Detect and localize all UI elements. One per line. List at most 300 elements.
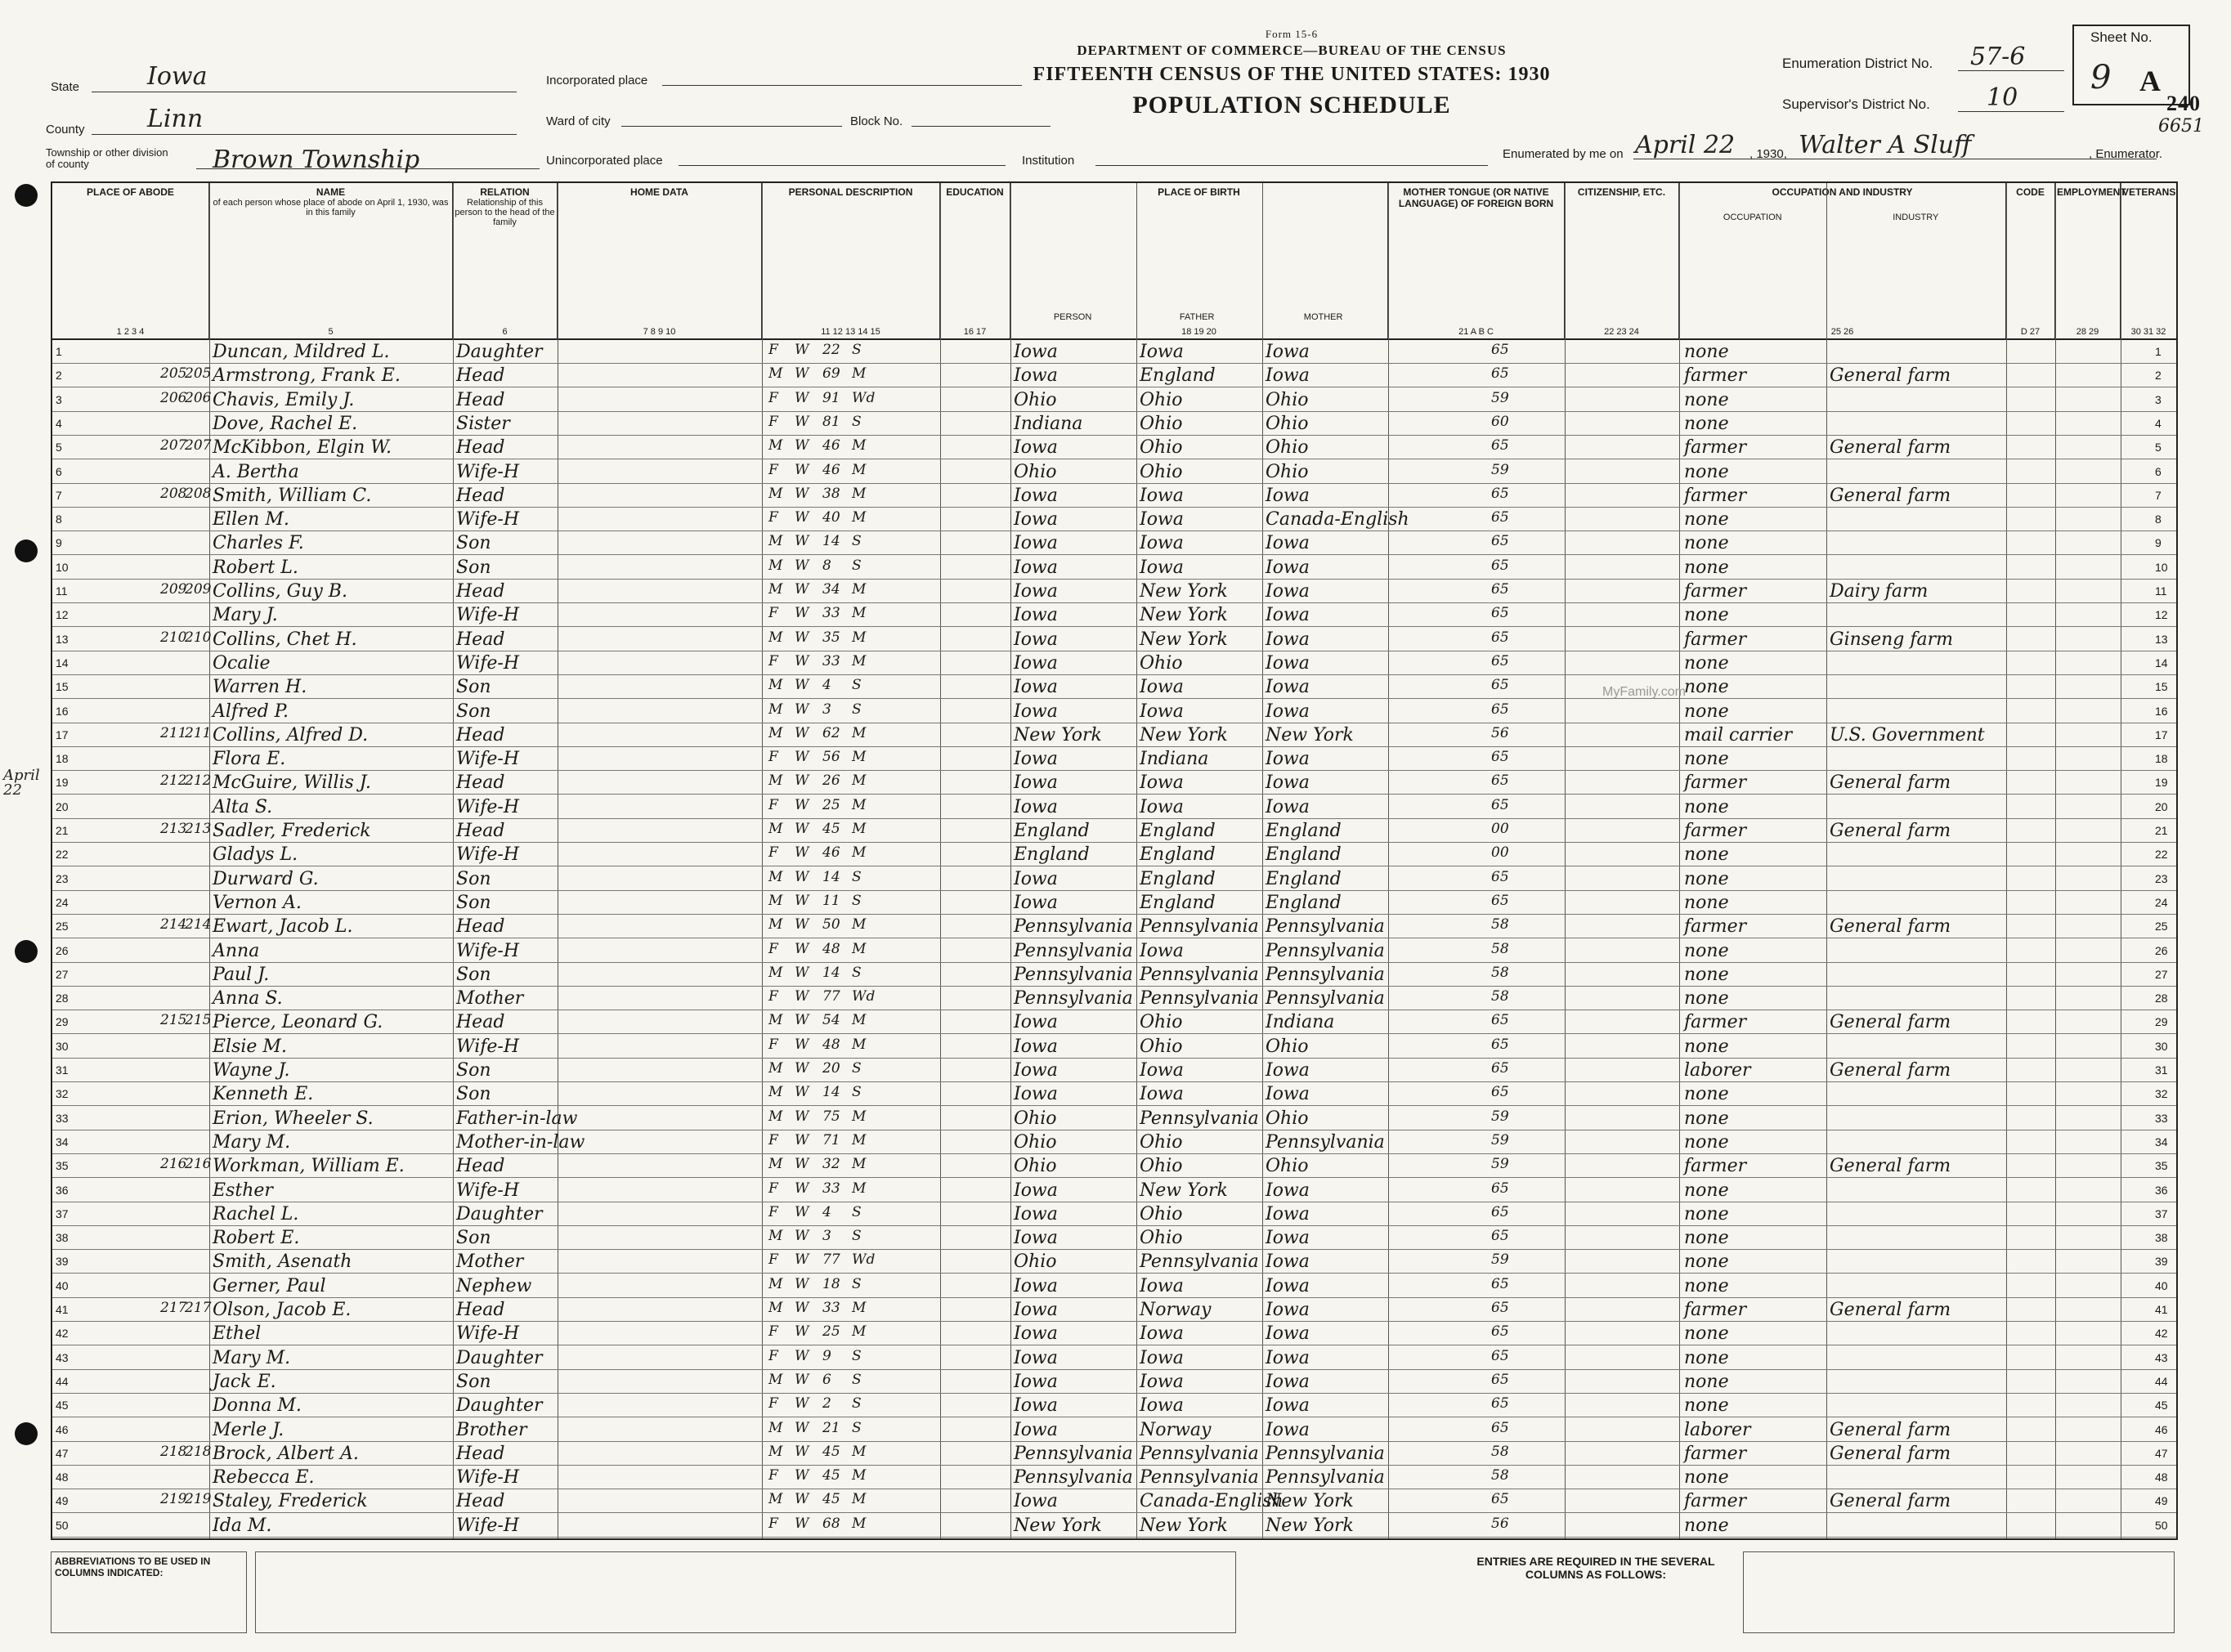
cell-race: W — [795, 1203, 809, 1220]
cell-code: 65 — [1491, 1491, 1509, 1508]
cell-ind: U.S. Government — [1830, 724, 1985, 745]
cell-sex: F — [768, 988, 778, 1005]
cell-pob: Iowa — [1014, 1395, 1058, 1417]
cell-age: 62 — [822, 724, 840, 741]
block-label: Block No. — [850, 114, 903, 128]
cell-sex: M — [768, 1084, 783, 1101]
row-number-right: 30 — [2155, 1039, 2168, 1053]
cell-occ: none — [1684, 1131, 1729, 1153]
cell-mar: M — [852, 581, 867, 598]
incorporated-place-label: Incorporated place — [546, 74, 648, 87]
row-number-right: 11 — [2155, 584, 2167, 598]
cell-race: W — [795, 1012, 809, 1029]
county-label: County — [46, 123, 85, 137]
cell-dw: 206 — [160, 389, 187, 406]
cell-rel: Wife-H — [456, 940, 520, 961]
margin-note: April 22 — [3, 767, 40, 799]
cell-race: W — [795, 1395, 809, 1412]
cell-age: 8 — [822, 557, 831, 574]
cell-occ: none — [1684, 413, 1729, 434]
cell-age: 34 — [822, 581, 840, 598]
cell-pob: Iowa — [1014, 629, 1058, 650]
cell-pob: Iowa — [1014, 509, 1058, 531]
cell-name: Pierce, Leonard G. — [213, 1012, 383, 1033]
cell-fpob: Iowa — [1140, 1084, 1184, 1105]
cell-rel: Daughter — [456, 1347, 543, 1368]
cell-sex: F — [768, 1251, 778, 1269]
cell-mpob: Ohio — [1266, 1108, 1309, 1129]
cell-name: Chavis, Emily J. — [213, 389, 355, 410]
cell-fpob: Iowa — [1140, 1347, 1184, 1368]
cell-ind: General farm — [1830, 365, 1951, 387]
cell-sex: F — [768, 605, 778, 622]
cell-code: 65 — [1491, 605, 1509, 622]
cell-pob: Ohio — [1014, 1131, 1057, 1153]
row-number: 39 — [56, 1255, 69, 1269]
cell-mar: M — [852, 437, 867, 454]
cell-mar: M — [852, 605, 867, 622]
cell-fam: 210 — [185, 629, 212, 646]
cell-mpob: Ohio — [1266, 1036, 1309, 1057]
cell-mpob: Iowa — [1266, 772, 1310, 794]
cell-sex: M — [768, 701, 783, 718]
cell-mar: Wd — [852, 1251, 876, 1269]
punch-hole-icon — [15, 1422, 38, 1445]
row-number-right: 26 — [2155, 943, 2168, 957]
cell-occ: none — [1684, 844, 1729, 866]
table-row — [52, 939, 2176, 963]
cell-rel: Wife-H — [456, 1515, 520, 1536]
row-number: 45 — [56, 1399, 69, 1412]
cell-code: 65 — [1491, 677, 1509, 694]
cell-age: 14 — [822, 964, 840, 981]
cell-pob: Iowa — [1014, 1012, 1058, 1033]
cell-pob: Pennsylvania — [1014, 988, 1133, 1010]
row-number-right: 43 — [2155, 1350, 2168, 1364]
cell-name: Gerner, Paul — [213, 1275, 326, 1296]
cell-pob: Ohio — [1014, 389, 1057, 410]
cell-name: Collins, Guy B. — [213, 581, 347, 602]
row-number-right: 12 — [2155, 608, 2168, 622]
cell-occ: none — [1684, 1515, 1729, 1536]
table-row — [52, 1418, 2176, 1442]
col-veterans: VETERANS 30 31 32 — [2122, 186, 2176, 337]
cell-fam: 213 — [185, 821, 212, 837]
cell-rel: Head — [456, 772, 505, 794]
cell-rel: Head — [456, 1012, 505, 1033]
cell-fpob: England — [1140, 892, 1216, 913]
cell-code: 65 — [1491, 342, 1509, 358]
row-number: 12 — [56, 608, 69, 622]
cell-mpob: Iowa — [1266, 1419, 1310, 1440]
cell-occ: farmer — [1684, 365, 1747, 387]
cell-fpob: Iowa — [1140, 701, 1184, 722]
cell-occ: farmer — [1684, 581, 1747, 602]
cell-mpob: Pennsylvania — [1266, 988, 1385, 1010]
cell-fam: 214 — [185, 916, 212, 933]
cell-race: W — [795, 557, 809, 574]
cell-mar: M — [852, 724, 867, 741]
cell-fam: 212 — [185, 772, 212, 790]
cell-mar: S — [852, 1371, 862, 1388]
row-number: 30 — [56, 1039, 69, 1053]
cell-pob: Iowa — [1014, 868, 1058, 889]
cell-mpob: Iowa — [1266, 749, 1310, 770]
cell-fpob: Iowa — [1140, 677, 1184, 698]
cell-age: 48 — [822, 1036, 840, 1053]
cell-sex: M — [768, 1060, 783, 1077]
supervisor-label: Supervisor's District No. — [1782, 96, 1930, 112]
cell-mpob: Iowa — [1266, 1347, 1310, 1368]
cell-race: W — [795, 509, 809, 526]
cell-fpob: Ohio — [1140, 1131, 1183, 1153]
cell-age: 77 — [822, 988, 840, 1005]
row-number-right: 28 — [2155, 992, 2168, 1005]
cell-age: 48 — [822, 940, 840, 957]
cell-fpob: Iowa — [1140, 509, 1184, 531]
cell-sex: M — [768, 581, 783, 598]
township-label: Township or other division of county — [46, 146, 168, 170]
table-row — [52, 651, 2176, 675]
row-number: 46 — [56, 1422, 69, 1436]
cell-code: 65 — [1491, 652, 1509, 669]
cell-age: 91 — [822, 389, 840, 406]
cell-mar: M — [852, 461, 867, 478]
cell-pob: Pennsylvania — [1014, 1443, 1133, 1464]
cell-fpob: England — [1140, 821, 1216, 841]
cell-race: W — [795, 1060, 809, 1077]
cell-pob: Pennsylvania — [1014, 964, 1133, 985]
row-number-right: 14 — [2155, 656, 2168, 669]
table-row — [52, 963, 2176, 987]
cell-fpob: Ohio — [1140, 413, 1183, 434]
cell-code: 65 — [1491, 1203, 1509, 1220]
col-relation: RELATION Relationship of this person to the head of the family 6 — [453, 183, 558, 338]
cell-age: 45 — [822, 1443, 840, 1460]
cell-code: 65 — [1491, 557, 1509, 574]
cell-occ: none — [1684, 461, 1729, 482]
cell-mpob: Pennsylvania — [1266, 964, 1385, 985]
abbrev-title: ABBREVIATIONS TO BE USED IN COLUMNS INDICATED: — [51, 1551, 247, 1633]
cell-name: McKibbon, Elgin W. — [213, 437, 392, 459]
cell-occ: none — [1684, 1251, 1729, 1273]
cell-mpob: Iowa — [1266, 629, 1310, 650]
table-row — [52, 771, 2176, 795]
row-number-right: 5 — [2155, 441, 2162, 454]
cell-dw: 216 — [160, 1156, 187, 1173]
cell-mpob: Ohio — [1266, 461, 1309, 482]
cell-rel: Head — [456, 581, 505, 602]
cell-rel: Son — [456, 701, 491, 722]
enumerated-date: April 22 — [1635, 131, 1736, 159]
cell-mpob: Iowa — [1266, 1180, 1310, 1201]
row-number: 47 — [56, 1446, 69, 1460]
cell-ind: General farm — [1830, 1443, 1951, 1464]
cell-fpob: Pennsylvania — [1140, 988, 1259, 1010]
cell-mpob: Pennsylvania — [1266, 1443, 1385, 1464]
cell-mpob: Iowa — [1266, 533, 1310, 554]
cell-mar: S — [852, 701, 862, 718]
cell-fpob: Norway — [1140, 1300, 1212, 1320]
cell-sex: M — [768, 868, 783, 885]
cell-dw: 210 — [160, 629, 187, 646]
entries-box — [1743, 1551, 2175, 1633]
cell-pob: England — [1014, 821, 1090, 841]
sheet-label: Sheet No. — [2090, 29, 2153, 45]
row-number: 7 — [56, 488, 62, 502]
cell-dw: 217 — [160, 1300, 187, 1316]
cell-fpob: New York — [1140, 724, 1228, 745]
row-number-right: 18 — [2155, 752, 2168, 766]
cell-mpob: New York — [1266, 724, 1354, 745]
cell-mar: M — [852, 1180, 867, 1197]
cell-fpob: Iowa — [1140, 940, 1184, 961]
population-table — [51, 181, 2178, 1540]
row-number: 36 — [56, 1183, 69, 1197]
cell-code: 65 — [1491, 1395, 1509, 1412]
cell-race: W — [795, 413, 809, 430]
cell-pob: Iowa — [1014, 1323, 1058, 1345]
cell-rel: Son — [456, 677, 491, 698]
cell-name: Ellen M. — [213, 509, 289, 531]
row-number-right: 13 — [2155, 632, 2168, 646]
cell-age: 40 — [822, 509, 840, 526]
cell-name: Dove, Rachel E. — [213, 413, 358, 434]
row-number: 41 — [56, 1303, 69, 1316]
cell-fpob: Pennsylvania — [1140, 964, 1259, 985]
cell-occ: farmer — [1684, 772, 1747, 794]
table-row — [52, 1442, 2176, 1466]
cell-age: 32 — [822, 1156, 840, 1173]
cell-sex: F — [768, 413, 778, 430]
cell-dw: 219 — [160, 1491, 187, 1508]
cell-rel: Daughter — [456, 1203, 543, 1224]
cell-occ: none — [1684, 389, 1729, 410]
cell-age: 22 — [822, 342, 840, 358]
abbrev-box — [255, 1551, 1236, 1633]
row-number: 3 — [56, 392, 62, 406]
cell-occ: none — [1684, 796, 1729, 817]
cell-pob: England — [1014, 844, 1090, 866]
row-number-right: 36 — [2155, 1183, 2168, 1197]
cell-fpob: Indiana — [1140, 749, 1209, 770]
cell-sex: M — [768, 533, 783, 550]
table-row — [52, 700, 2176, 723]
row-number-right: 16 — [2155, 704, 2168, 718]
cell-mar: S — [852, 533, 862, 550]
cell-fpob: Iowa — [1140, 557, 1184, 578]
enumerator-name: Walter A Sluff — [1799, 131, 1972, 159]
cell-name: Brock, Albert A. — [213, 1443, 359, 1464]
cell-rel: Wife-H — [456, 461, 520, 482]
cell-mpob: Ohio — [1266, 389, 1309, 410]
table-row — [52, 556, 2176, 580]
cell-occ: none — [1684, 1228, 1729, 1249]
institution-label: Institution — [1022, 154, 1075, 168]
cell-sex: M — [768, 1012, 783, 1029]
cell-fpob: Pennsylvania — [1140, 1108, 1259, 1129]
cell-sex: F — [768, 844, 778, 862]
cell-age: 35 — [822, 629, 840, 646]
cell-mar: S — [852, 342, 862, 358]
cell-code: 65 — [1491, 1371, 1509, 1388]
punch-hole-icon — [15, 940, 38, 963]
cell-pob: Iowa — [1014, 605, 1058, 626]
cell-occ: farmer — [1684, 916, 1747, 938]
cell-race: W — [795, 1419, 809, 1436]
cell-rel: Head — [456, 1156, 505, 1177]
cell-mar: M — [852, 772, 867, 790]
cell-name: Olson, Jacob E. — [213, 1300, 352, 1320]
cell-code: 65 — [1491, 749, 1509, 766]
cell-name: Rebecca E. — [213, 1467, 315, 1489]
cell-pob: New York — [1014, 1515, 1102, 1536]
cell-age: 68 — [822, 1515, 840, 1532]
cell-race: W — [795, 892, 809, 909]
cell-rel: Wife-H — [456, 605, 520, 626]
cell-name: Gladys L. — [213, 844, 298, 866]
cell-sex: F — [768, 1467, 778, 1484]
cell-mar: M — [852, 1323, 867, 1341]
cell-mpob: Ohio — [1266, 437, 1309, 459]
cell-sex: M — [768, 1228, 783, 1245]
cell-mpob: England — [1266, 868, 1342, 889]
cell-code: 65 — [1491, 437, 1509, 454]
cell-mpob: Iowa — [1266, 1060, 1310, 1081]
cell-mpob: Pennsylvania — [1266, 916, 1385, 938]
cell-sex: F — [768, 1395, 778, 1412]
col-education: EDUCATION 16 17 — [940, 183, 1010, 338]
cell-pob: Pennsylvania — [1014, 940, 1133, 961]
cell-code: 00 — [1491, 844, 1509, 862]
row-number: 35 — [56, 1159, 69, 1173]
row-number: 16 — [56, 704, 69, 718]
cell-code: 59 — [1491, 1156, 1509, 1173]
cell-sex: F — [768, 749, 778, 766]
cell-code: 58 — [1491, 964, 1509, 981]
cell-sex: M — [768, 1300, 783, 1316]
row-number: 24 — [56, 895, 69, 909]
row-number-right: 23 — [2155, 871, 2168, 885]
cell-code: 59 — [1491, 389, 1509, 406]
cell-fam: 219 — [185, 1491, 212, 1508]
cell-race: W — [795, 1323, 809, 1341]
row-number-right: 40 — [2155, 1278, 2168, 1292]
cell-fpob: Pennsylvania — [1140, 1443, 1259, 1464]
cell-pob: Ohio — [1014, 1251, 1057, 1273]
cell-code: 65 — [1491, 629, 1509, 646]
cell-name: Merle J. — [213, 1419, 284, 1440]
row-number: 14 — [56, 656, 69, 669]
row-number: 23 — [56, 871, 69, 885]
table-row — [52, 1010, 2176, 1034]
cell-sex: F — [768, 461, 778, 478]
row-number-right: 19 — [2155, 776, 2168, 790]
cell-rel: Son — [456, 892, 491, 913]
table-row — [52, 1082, 2176, 1106]
cell-fpob: England — [1140, 365, 1216, 387]
cell-sex: F — [768, 1036, 778, 1053]
cell-mar: M — [852, 844, 867, 862]
cell-rel: Wife-H — [456, 796, 520, 817]
cell-mar: M — [852, 509, 867, 526]
cell-mpob: England — [1266, 821, 1342, 841]
cell-mpob: New York — [1266, 1515, 1354, 1536]
cell-code: 58 — [1491, 940, 1509, 957]
cell-mar: M — [852, 1131, 867, 1148]
table-row — [52, 843, 2176, 866]
table-row — [52, 1370, 2176, 1394]
cell-ind: General farm — [1830, 437, 1951, 459]
cell-rel: Sister — [456, 413, 510, 434]
cell-rel: Son — [456, 1060, 491, 1081]
cell-mar: M — [852, 1467, 867, 1484]
cell-rel: Son — [456, 533, 491, 554]
unincorporated-label: Unincorporated place — [546, 154, 663, 168]
cell-pob: Pennsylvania — [1014, 916, 1133, 938]
cell-mpob: Iowa — [1266, 1323, 1310, 1345]
table-row — [52, 580, 2176, 603]
cell-age: 56 — [822, 749, 840, 766]
cell-mar: S — [852, 892, 862, 909]
schedule-title: POPULATION SCHEDULE — [1132, 92, 1451, 119]
cell-fpob: Pennsylvania — [1140, 1251, 1259, 1273]
cell-name: Smith, Asenath — [213, 1251, 352, 1273]
row-number-right: 10 — [2155, 560, 2168, 574]
cell-race: W — [795, 988, 809, 1005]
cell-name: Robert L. — [213, 557, 298, 578]
cell-race: W — [795, 749, 809, 766]
cell-rel: Daughter — [456, 342, 543, 362]
cell-mar: S — [852, 1275, 862, 1292]
cell-race: W — [795, 1036, 809, 1053]
cell-rel: Mother — [456, 1251, 524, 1273]
state-label: State — [51, 80, 80, 94]
cell-age: 20 — [822, 1060, 840, 1077]
cell-sex: M — [768, 437, 783, 454]
row-number-right: 7 — [2155, 488, 2162, 502]
cell-occ: none — [1684, 1395, 1729, 1417]
row-number-right: 29 — [2155, 1015, 2168, 1029]
cell-age: 25 — [822, 1323, 840, 1341]
cell-code: 00 — [1491, 821, 1509, 837]
cell-fpob: Ohio — [1140, 1156, 1183, 1177]
cell-code: 65 — [1491, 509, 1509, 526]
table-row — [52, 1059, 2176, 1082]
table-row — [52, 1346, 2176, 1370]
cell-rel: Head — [456, 365, 505, 387]
cell-mpob: Iowa — [1266, 677, 1310, 698]
cell-race: W — [795, 1228, 809, 1245]
cell-pob: Iowa — [1014, 1300, 1058, 1320]
sheet-value: 9 — [2090, 59, 2112, 96]
cell-mar: M — [852, 629, 867, 646]
row-number: 33 — [56, 1111, 69, 1125]
cell-mpob: Indiana — [1266, 1012, 1335, 1033]
cell-pob: Iowa — [1014, 1180, 1058, 1201]
table-row — [52, 723, 2176, 747]
cell-rel: Head — [456, 437, 505, 459]
cell-sex: M — [768, 1108, 783, 1125]
cell-pob: Indiana — [1014, 413, 1083, 434]
cell-mar: S — [852, 1419, 862, 1436]
row-number: 38 — [56, 1231, 69, 1245]
cell-age: 4 — [822, 677, 831, 694]
cell-mar: M — [852, 485, 867, 502]
table-row — [52, 1226, 2176, 1250]
cell-mar: M — [852, 1108, 867, 1125]
cell-occ: none — [1684, 557, 1729, 578]
